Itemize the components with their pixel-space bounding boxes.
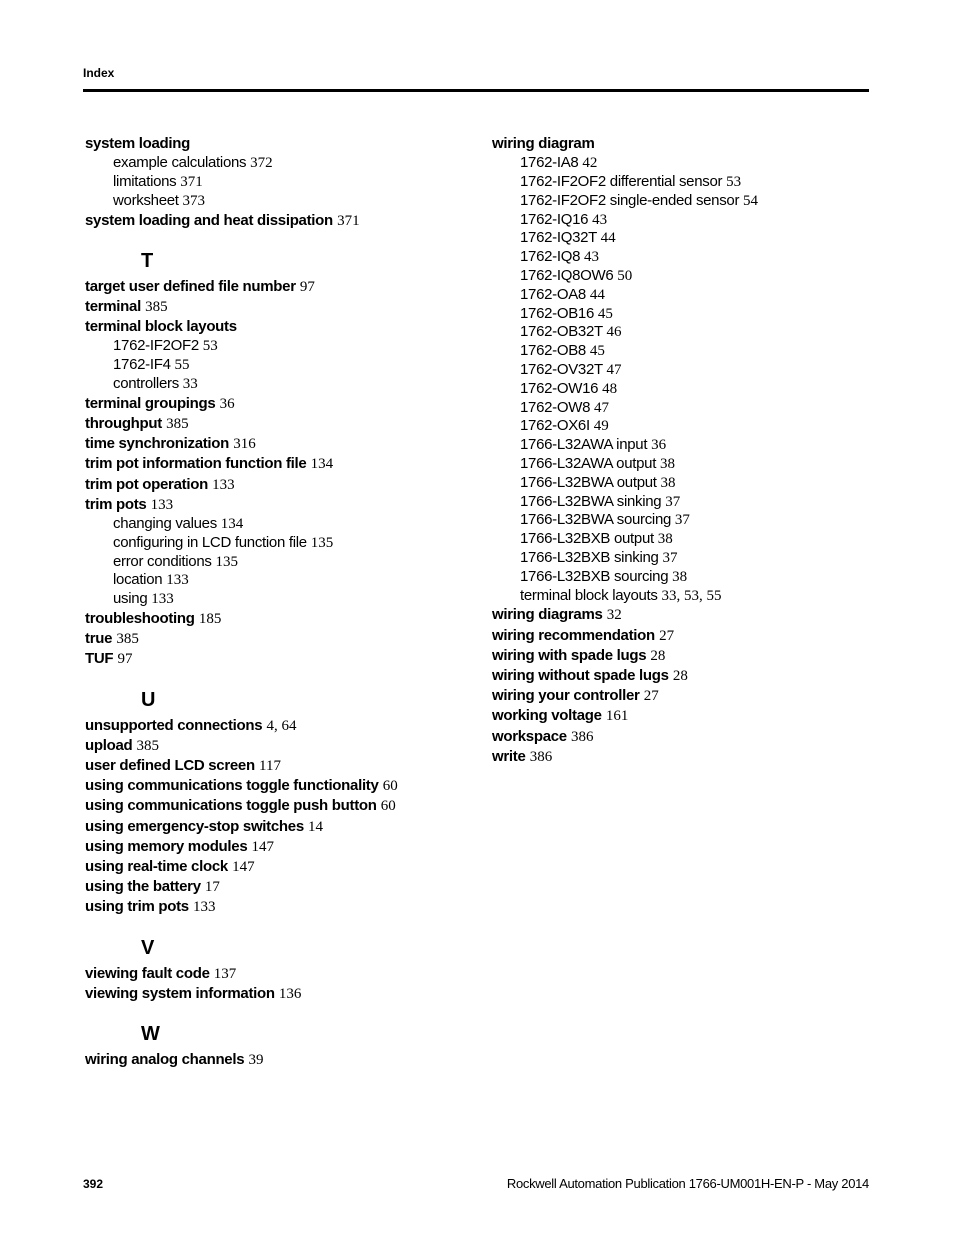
index-entry: [492, 747, 872, 767]
index-entry: [85, 897, 475, 917]
index-page-refs: 371: [337, 212, 360, 229]
index-term: upload: [85, 736, 133, 754]
index-subentry: [492, 436, 872, 455]
index-entry: [85, 454, 475, 474]
index-subentry: [492, 511, 872, 530]
index-page-refs: 14: [308, 818, 324, 835]
index-page-refs: 135: [215, 553, 238, 570]
index-subentry: [492, 267, 872, 286]
index-term: location: [113, 571, 163, 589]
index-entry: [85, 756, 475, 776]
index-entry: [85, 475, 475, 495]
index-term: worksheet: [113, 191, 179, 209]
index-entry: [85, 629, 475, 649]
index-subentry: [85, 375, 475, 394]
index-page-refs: 43: [592, 211, 608, 228]
header-rule: [83, 89, 869, 92]
index-subentry: [85, 515, 475, 534]
index-term: 1762-IF4: [113, 356, 171, 374]
index-subentry: [492, 229, 872, 248]
index-subentry: [85, 173, 475, 192]
index-subentry: [85, 337, 475, 356]
index-page-refs: 161: [605, 708, 629, 725]
index-page-refs: 60: [382, 778, 398, 795]
index-term: wiring your controller: [492, 687, 640, 705]
index-term: 1762-OX6I: [520, 417, 590, 435]
index-page-refs: 53: [726, 174, 742, 190]
index-term: viewing system information: [85, 984, 275, 1002]
index-page-refs: 48: [602, 380, 618, 397]
index-page-refs: 373: [182, 192, 206, 209]
index-page-refs: 117: [259, 758, 281, 775]
index-subentry: [492, 568, 872, 587]
index-subentry: [492, 380, 872, 399]
index-page-refs: 385: [116, 631, 139, 648]
index-entry: [85, 796, 475, 816]
index-subentry: [492, 248, 872, 267]
index-term: 1762-IF2OF2: [113, 337, 199, 355]
index-page-refs: 4, 64: [266, 717, 297, 734]
index-page-refs: 50: [617, 267, 633, 284]
index-entry: [85, 716, 475, 736]
index-entry: [492, 605, 872, 625]
index-page-refs: 47: [606, 361, 622, 378]
index-page-refs: 43: [584, 249, 600, 266]
index-subentry: [492, 455, 872, 474]
index-page-refs: 134: [220, 516, 244, 533]
index-page-refs: 385: [145, 299, 168, 315]
index-page-refs: 28: [672, 667, 688, 684]
index-term: 1766-L32BXB sinking: [520, 548, 659, 566]
index-subentry: [492, 530, 872, 549]
index-term: wiring analog channels: [85, 1051, 245, 1069]
index-subentry: [85, 571, 475, 590]
index-term: system loading: [85, 135, 190, 152]
index-page-refs: 147: [232, 859, 255, 876]
index-entry: [85, 857, 475, 877]
index-page-refs: 372: [250, 155, 273, 172]
index-term: workspace: [492, 727, 567, 745]
index-page-refs: 133: [150, 496, 174, 513]
footer-page-number: 392: [83, 1177, 104, 1191]
index-term: 1762-OV32T: [520, 360, 603, 378]
index-term: example calculations: [113, 154, 247, 172]
index-subentry: [492, 154, 872, 173]
index-term: 1766-L32BXB output: [520, 530, 654, 548]
index-subentry: [492, 211, 872, 230]
index-column-right: [492, 134, 872, 767]
index-term: terminal block layouts: [85, 318, 237, 336]
index-page-refs: 385: [166, 416, 189, 432]
index-subentry: [85, 356, 475, 375]
index-term: 1766-L32BXB sourcing: [520, 567, 669, 585]
index-entry: [85, 211, 475, 231]
index-entry: [85, 609, 475, 629]
index-term: troubleshooting: [85, 610, 195, 627]
index-page-refs: 45: [597, 305, 613, 322]
index-term: trim pot operation: [85, 475, 208, 493]
index-entry: [85, 984, 475, 1004]
index-entry: [492, 646, 872, 666]
index-entry: [85, 414, 475, 434]
index-term: 1762-IQ8: [520, 248, 581, 266]
index-term: trim pot information function file: [85, 455, 307, 473]
index-entry: [85, 736, 475, 756]
index-subentry: [492, 417, 872, 436]
index-page-refs: 54: [743, 192, 759, 209]
index-term: using trim pots: [85, 898, 189, 916]
index-term: unsupported connections: [85, 716, 263, 734]
index-term: viewing fault code: [85, 964, 210, 982]
index-page-refs: 147: [251, 838, 275, 855]
index-term: changing values: [113, 515, 217, 533]
index-page-refs: 44: [589, 286, 605, 303]
index-term: time synchronization: [85, 435, 230, 453]
index-term: wiring diagrams: [492, 606, 603, 624]
index-term: 1762-IQ8OW6: [520, 266, 614, 284]
index-page-refs: 28: [650, 647, 666, 664]
index-term: 1762-IQ16: [520, 210, 589, 228]
index-subentry: [492, 305, 872, 324]
index-entry: [492, 727, 872, 747]
index-term: 1762-OB8: [520, 342, 586, 360]
index-term: 1762-OB32T: [520, 323, 603, 341]
index-page-refs: 36: [651, 437, 667, 454]
index-letter-heading: V: [141, 936, 155, 959]
index-term: error conditions: [113, 552, 212, 570]
index-page-refs: 42: [582, 155, 598, 172]
index-page-refs: 134: [310, 456, 334, 473]
index-page-refs: 385: [136, 737, 160, 754]
index-term: terminal block layouts: [520, 586, 658, 604]
index-page-refs: 185: [198, 611, 222, 627]
index-column-left: [85, 134, 475, 1070]
index-page-refs: 37: [662, 549, 678, 566]
index-page-refs: 133: [151, 591, 174, 608]
index-page-refs: 386: [571, 728, 594, 745]
index-subentry: [492, 587, 872, 606]
index-term: controllers: [113, 375, 179, 392]
index-entry: [85, 877, 475, 897]
index-subentry: [492, 323, 872, 342]
index-term: configuring in LCD function file: [113, 533, 307, 551]
index-term: wiring with spade lugs: [492, 646, 647, 664]
index-term: limitations: [113, 173, 177, 190]
index-subentry: [492, 493, 872, 512]
index-term: wiring diagram: [492, 135, 595, 152]
index-entry: [85, 1050, 475, 1070]
index-term: 1766-L32AWA output: [520, 454, 657, 472]
index-term: using communications toggle functionality: [85, 777, 379, 795]
index-subentry: [492, 286, 872, 305]
index-subentry: [492, 361, 872, 380]
index-page-refs: 60: [380, 798, 396, 815]
index-letter-heading: T: [141, 249, 154, 272]
index-term: write: [492, 747, 526, 765]
index-subentry: [85, 534, 475, 553]
index-page-refs: 316: [233, 436, 256, 453]
index-page-refs: 36: [219, 395, 235, 412]
index-entry: [85, 837, 475, 857]
index-term: terminal groupings: [85, 394, 216, 412]
index-page-refs: 386: [529, 748, 553, 765]
index-term: using the battery: [85, 878, 201, 896]
index-page-refs: 39: [248, 1052, 264, 1069]
index-page-refs: 53: [202, 338, 218, 355]
index-subentry: [492, 549, 872, 568]
index-subentry: [85, 192, 475, 211]
index-term: using emergency-stop switches: [85, 817, 304, 835]
index-page-refs: 55: [174, 357, 190, 374]
index-term: 1762-OA8: [520, 285, 586, 303]
index-page-refs: 38: [660, 474, 676, 491]
index-page-refs: 46: [606, 324, 622, 341]
index-page-refs: 33, 53, 55: [661, 587, 722, 604]
index-entry: [85, 817, 475, 837]
index-subentry: [492, 342, 872, 361]
index-subentry: [85, 553, 475, 572]
index-term: working voltage: [492, 707, 602, 725]
index-term: 1762-OB16: [520, 304, 595, 322]
index-entry: [492, 666, 872, 686]
index-page-refs: 49: [593, 418, 609, 435]
index-term: using: [113, 590, 148, 608]
index-term: throughput: [85, 415, 162, 432]
index-page-refs: 47: [594, 399, 610, 416]
index-page-refs: 371: [180, 174, 203, 190]
index-subentry: [492, 192, 872, 211]
index-page-refs: 38: [657, 531, 673, 548]
index-subentry: [492, 173, 872, 192]
index-page-refs: 27: [659, 627, 675, 644]
index-term: 1766-L32BWA sinking: [520, 492, 662, 510]
index-page-refs: 32: [606, 607, 622, 624]
index-term: 1762-OW8: [520, 398, 591, 416]
index-entry: [85, 649, 475, 669]
index-page-refs: 44: [600, 230, 616, 247]
index-term: trim pots: [85, 495, 147, 513]
index-term: 1762-IF2OF2 single-ended sensor: [520, 191, 740, 209]
index-page-refs: 37: [665, 493, 681, 510]
index-subentry: [85, 590, 475, 609]
index-entry: [85, 776, 475, 796]
index-page-refs: 133: [166, 572, 189, 589]
index-term: user defined LCD screen: [85, 757, 255, 775]
index-entry: [85, 134, 475, 154]
index-page-refs: 38: [659, 455, 675, 472]
index-page-refs: 133: [193, 899, 216, 916]
index-page-refs: 27: [643, 688, 659, 705]
index-page-refs: 135: [310, 534, 334, 551]
index-letter-heading: W: [141, 1023, 160, 1046]
running-header-section: Index: [83, 66, 115, 80]
index-term: 1762-IF2OF2 differential sensor: [520, 173, 723, 190]
index-term: TUF: [85, 650, 114, 668]
index-entry: [85, 317, 475, 337]
index-term: using memory modules: [85, 837, 248, 855]
index-page-refs: 97: [299, 278, 315, 295]
index-entry: [492, 686, 872, 706]
index-term: true: [85, 630, 113, 648]
index-term: system loading and heat dissipation: [85, 211, 333, 229]
index-term: using communications toggle push button: [85, 797, 377, 815]
index-page-refs: 38: [672, 568, 688, 585]
index-page-refs: 136: [278, 985, 302, 1002]
index-subentry: [492, 474, 872, 493]
index-page-refs: 133: [212, 476, 235, 493]
footer-publication: Rockwell Automation Publication 1766-UM001H-EN-P - May 2014: [506, 1176, 869, 1191]
index-subentry: [85, 154, 475, 173]
index-entry: [85, 277, 475, 297]
index-page-refs: 33: [182, 376, 198, 392]
index-page-refs: 97: [117, 651, 133, 668]
index-term: 1762-IA8: [520, 154, 579, 172]
index-term: 1762-IQ32T: [520, 229, 597, 247]
index-entry: [492, 706, 872, 726]
index-entry: [85, 297, 475, 317]
index-page-refs: 37: [674, 512, 690, 529]
index-term: 1766-L32AWA input: [520, 436, 648, 454]
index-term: terminal: [85, 298, 141, 315]
index-subentry: [492, 399, 872, 418]
index-letter-heading: U: [141, 688, 156, 711]
index-entry: [85, 964, 475, 984]
index-term: 1766-L32BWA sourcing: [520, 511, 672, 529]
index-term: 1766-L32BWA output: [520, 473, 657, 491]
index-page-refs: 17: [204, 879, 220, 896]
index-entry: [85, 434, 475, 454]
index-term: target user defined file number: [85, 277, 296, 295]
index-term: 1762-OW16: [520, 379, 599, 397]
index-term: wiring recommendation: [492, 626, 655, 644]
index-page-refs: 137: [213, 965, 237, 982]
index-term: wiring without spade lugs: [492, 666, 669, 684]
index-entry: [85, 394, 475, 414]
index-term: using real-time clock: [85, 858, 228, 876]
index-entry: [492, 626, 872, 646]
index-page-refs: 45: [589, 343, 605, 360]
index-entry: [85, 495, 475, 515]
index-entry: [492, 134, 872, 154]
